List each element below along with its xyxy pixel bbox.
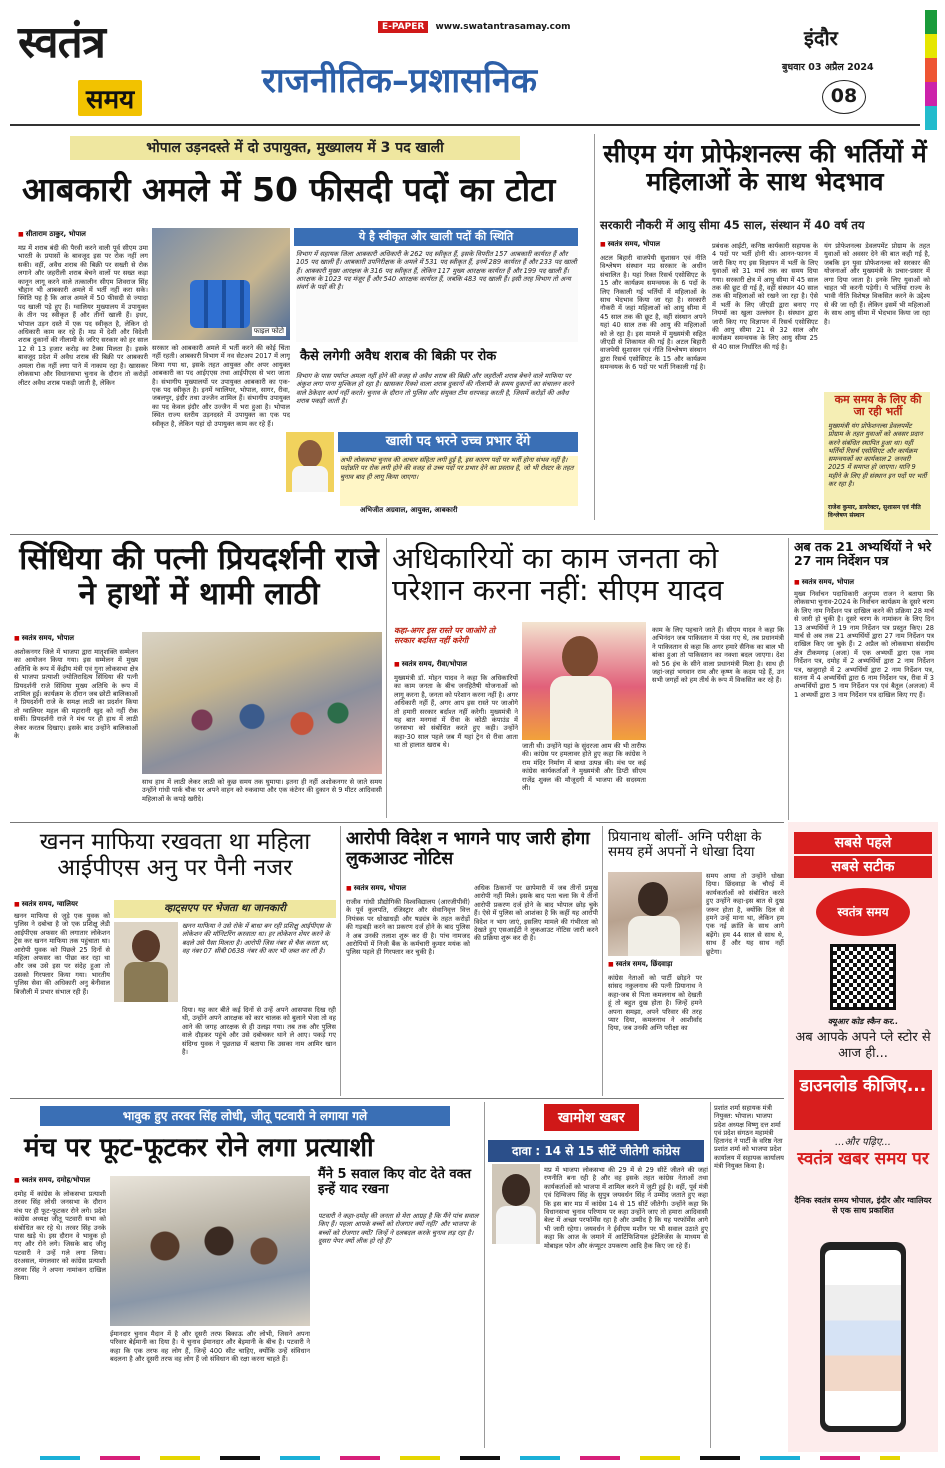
story2-subhead: सरकारी नौकरी में आयु सीमा 45 साल, संस्थान में 40 वर्ष तय	[600, 218, 865, 232]
story6-kicker: व्हाट्सएप पर भेजता था जानकारी	[114, 900, 336, 918]
story2-byline: ■ स्वतंत्र समय, भोपाल	[600, 240, 660, 249]
story1-col1: मप्र में शराब बंदी की पैरवी करने वाली पूर्व सीएम उमा भारती के प्रयासों के बावजूद इस पर रोक नहीं लग सकी। वहीं, अवैध शराब की बिक्री पर सख्ती से रोक लगाने और जहरीली शराब बेचने वालों पर सख्त कड़ा कानून लागू करने वाले तत्कालीन सीएम शिवराज सिंह चौहान भी आबकारी अमले में भर्ती नहीं करा सके। स्थिति यह है कि आज अमले में 50 फीसदी से ज्यादा पद खाली पड़े हुए हैं। ग्वालियर मुख्यालय में उपायुक्त के तीन पद स्वीकृत हैं और तीनों खाली हैं। इधर, भोपाल उड़न दस्ते में एक पद स्वीकृत है, लेकिन दो अधिकारी काम कर रहे हैं। मप्र में देशी और विदेशी शराब दुकानों की नीलामी के जरिए सरकार को हर साल 12 से 13 हजार करोड़ का टैक्स मिलता है। इसके बावजूद प्रदेश में अवैध शराब की बिक्री पर आबकारी अमला रोक नहीं लगा पाने में नाकाम रहा है। खासकर लोकसभा और विधानसभा चुनाव के दौरान तो करोड़ों लीटर अवैध शराब पकड़ी जाती है, लेकिन	[18, 244, 148, 387]
story11-text: प्रशांत शर्मा सहायक मंत्री नियुक्त: भोपाल। भाजपा प्रदेश अध्यक्ष विष्णु दत्त शर्मा एवं प्रदेश संगठन महामंत्री हितानंद ने पार्टी के वरिष्ठ नेता प्रशांत शर्मा को भाजपा प्रदेश कार्यालय में सहायक कार्यालय मंत्री नियुक्त किया है।	[714, 1104, 784, 1171]
divider-story4-5	[788, 538, 789, 820]
story8-col1: कांग्रेस नेताओं को पार्टी छोड़ने पर सांसद नकुलनाथ की पत्नी प्रियानाथ ने कहा-जब से पिता कमलनाथ को देखती हूं तो बहुत दुख होता है। जिन्हें हमने अपना समझा, अपने परिवार की तरह प्यार दिया, कमलनाथ ने आशीर्वाद दिया, जब उनकी अग्नि परीक्षा का	[608, 974, 702, 1033]
story4-headline: अधिकारियों का काम जनता को परेशान करना नहीं: सीएम यादव	[392, 541, 724, 608]
story8-headline: प्रियानाथ बोलीं- अग्नि परीक्षा के समय हमें अपनों ने धोखा दिया	[608, 829, 762, 861]
story6-byline: ■ स्वतंत्र समय, ग्वालियर	[14, 900, 78, 909]
story9-byline: ■ स्वतंत्र समय, दमोह/भोपाल	[14, 1176, 90, 1185]
story4-col3: काम के लिए पहचाने जाते हैं। सीएम यादव ने कहा कि अभिनंदन जब पाकिस्तान में फंस गए थे, तब प्रधानमंत्री ने पाकिस्तान से कहा कि अगर हमारे सैनिक का बाल भी बांका हुआ तो पाकिस्तान का नक्शा बदल जाएगा। देश को 56 इंच के सीने वाला प्रधानमंत्री मिला है। साथ ही जहां-जहां भगवान राम और कृष्ण के कदम पड़े हैं, उन सभी जगहों को हम तीर्थ के रूप में विकसित कर रहे हैं।	[652, 626, 784, 685]
story5-text: मुख्य निर्वाचन पदाधिकारी अनुपम राजन ने बताया कि लोकसभा चुनाव-2024 के निर्वाचन कार्यक्रम के दूसरे चरण के लिए नाम निर्देशन पत्र दाखिल करने की प्रक्रिया 28 मार्च से जारी हो चुकी है। दूसरे चरण के नामांकन के लिए दिन 13 अभ्यर्थियों ने 19 नाम निर्देशन पत्र प्रस्तुत किए। 28 मार्च से अब तक 21 अभ्यर्थियों द्वारा 27 नाम निर्देशन पत्र दाखिल किए जा चुके हैं। 2 अप्रैल को लोकसभा संसदीय क्षेत्र टीकमगढ़ (अजा) में एक अभ्यर्थी द्वारा एक नाम निर्देशन पत्र, दमोह में 2 अभ्यर्थियों द्वारा 2 नाम निर्देशन पत्र, खजुराहो में 2 अभ्यर्थियों द्वारा 2 नाम निर्देशन पत्र, सतना में 4 अभ्यर्थियों द्वारा 6 नाम निर्देशन पत्र, रीवा में 3 अभ्यर्थियों द्वारा 5 नाम निर्देशन पत्र एवं बैतूल (अजजा) में 1 अभ्यर्थी द्वारा 3 नाम निर्देशन पत्र दाखिल किए गए हैं।	[794, 590, 934, 699]
portrait-icon	[562, 636, 598, 678]
ad-line2: सबसे सटीक	[794, 856, 932, 878]
story10-tag-label: खामोश खबर	[544, 1104, 639, 1131]
story3-headline: सिंधिया की पत्नी प्रियदर्शनी राजे ने हाथों में थामी लाठी	[19, 541, 379, 612]
ad-line1: सबसे पहले	[794, 832, 932, 854]
story2-headline: सीएम यंग प्रोफेशनल्स की भर्तियों में महिलाओं के साथ भेदभाव	[603, 139, 927, 196]
story6-col1: खनन माफिया से जुड़े एक युवक को पुलिस ने दबोचा है जो एक प्रशिक्षु लेडी आईपीएस अफसर की लगातार लोकेशन ट्रेस कर खनन माफिया तक पहुंचाता था। आरोपी युवक को पिछले 25 दिनों से महिला अफसर का पीछा कर रहा था और जब उसे इस पर संदेह हुआ तो उसको गिरफ्तार किया गया। भारतीय पुलिस सेवा की अधिकारी अनु बेनीवाल बिजौली में प्रभार संभाल रही हैं।	[14, 912, 110, 996]
story6-box-text: खनन माफिया ने उसे रोके में बाधा बन रही प्रशिक्षु आईपीएस के लोकेशन की मॉनिटरिंग करवाता था। हर लोकेशन शेयर करने के बदले उसे पैसा मिलता है। आरोपी जिस नंबर से चैक करता था, वह नंबर 07 सीबी 0638 नंबर की कार भी जब्त कर ली है।	[182, 922, 331, 955]
masthead-divider	[10, 124, 920, 126]
divider-story6-7	[340, 826, 341, 1096]
story3-text: अशोकनगर जिले में भाजपा द्वारा मातृशक्ति सम्मेलन का आयोजन किया गया। इस सम्मेलन में मुख्य अतिथि के रूप में केंद्रीय मंत्री एवं गुना लोकसभा क्षेत्र से भाजपा प्रत्याशी ज्योतिरादित्य सिंधिया की पत्नी प्रियदर्शनी राजे सिंधिया मुख्य अतिथि के रूप में शामिल हुईं। कार्यक्रम के दौरान जब छोटी बालिकाओं ने प्रियदर्शनी राजे के समक्ष लाठी का प्रदर्शन किया तो ग्वालियर महल की महारानी खुद को नहीं रोक सकीं। प्रियदर्शनी राजे ने मंच पर ही हाथ में लाठी लेकर करतब दिखाए। इसके बाद उन्होंने बालिकाओं के	[14, 648, 138, 741]
color-stripe	[925, 10, 937, 130]
issue-date: बुधवार 03 अप्रैल 2024	[782, 62, 874, 73]
story10-text: मप्र में भाजपा लोकसभा की 29 में से 29 सीटें जीतने की जहां रणनीति बना रही है और वह इसके तहत कांग्रेस नेताओं तथा कार्यकर्ताओं को भाजपा में शामिल करने में जुटी हुई है। वहीं, पूर्व मंत्री एवं दिग्विजय सिंह के सुपुत्र जयवर्धन सिंह ने उम्मीद जताते हुए कहा कि इस बार मप्र में कांग्रेस 14 से 15 सीटें जीतेगी। उन्होंने कहा कि विधानसभा चुनाव परिणाम पर कहा उन्होंने जाए तो हमारा आदिवासी बेल्ट में अच्छा परफॉर्मेंस रहा है और उम्मीद है कि यह परफॉर्मेंस आगे भी जारी रहेगा। जयवर्धन ने ईवीएम मशीन पर भी सवाल उठाते हुए कहा कि आज के जमाने में आर्टिफिशियल इंटेलिजेंस के माध्यम से मोबाइल फोन और कंप्यूटर उपकरण आदि हैक किए जा रहे हैं।	[544, 1166, 708, 1250]
ad-panel[interactable]	[788, 822, 938, 1452]
story8-col2: समय आया तो उन्होंने धोखा दिया। छिंदवाड़ा के चौरई में कार्यकर्ताओं को संबोधित करते हुए उन्होंने कहा-इस बात से दुख जरूर होता है, क्योंकि दिल से हमने उन्हें माना था, लेकिन हम एक नई क्रांति के साथ आगे बढ़ेंगे। हम 44 साल से साथ थे, साथ हैं और यह साथ नहीं छूटेगा।	[706, 872, 784, 956]
story1-headline: आबकारी अमले में 50 फीसदी पदों का टोटा	[22, 170, 556, 209]
story1-box-text: विभाग में सहायक जिला आबकारी अधिकारी के 262 पद स्वीकृत हैं, इसके विपरीत 157 आबकारी कार्यरत हैं और 105 पद खाली हैं। आबकारी उपनिरीक्षक के अमले में 531 पद स्वीकृत हैं, इनमें 289 कार्यरत हैं और 233 पद खाली हैं। आबकारी मुख्य आरक्षक के 316 पद स्वीकृत हैं, लेकिन 117 मुख्य आरक्षक कार्यरत हैं और 199 पद खाली हैं। आरक्षक के 1023 पद मंजूर हैं और 540 आरक्षक कार्यरत हैं, जबकि 483 पद खाली हैं। इसी तरह विभाग तो अन्य संवर्ग के पदों की है।	[296, 250, 578, 342]
story6-photo	[114, 922, 178, 1002]
city-name: इंदौर	[804, 26, 838, 50]
epaper-tag: E-PAPER	[378, 21, 428, 33]
story1-author-photo	[286, 432, 334, 492]
masthead	[0, 0, 945, 140]
story2-box-title: कम समय के लिए की जा रही भर्ती	[834, 393, 922, 419]
logo-line2: समय	[78, 80, 142, 116]
story1-col2: सरकार को आबकारी अमले में भर्ती करने की कोई चिंता नहीं रहती। आबकारी विभाग में नव सेटअप 2017 में लागू किया गया था, इसके तहत आयुक्त और अपर आयुक्त आबकारी का पद आईएएस तथा आईपीएस से भरा जाता है। संभागीय मुख्यालयों पर उपायुक्त आबकारी का एक-एक पद स्वीकृत है। इनमें ग्वालियर, भोपाल, सागर, रीवा, जबलपुर, इंदौर तथा उज्जैन शामिल हैं। संभागीय उपायुक्त का पद केवल इंदौर और उज्जैन में भरा हुआ है। भोपाल स्थित राज्य स्तरीय उड़नदस्ते में उपायुक्त का एक पद स्वीकृत है, लेकिन यहां दो उपायुक्त काम कर रहे हैं।	[152, 344, 290, 428]
phone-mockup-icon	[820, 1242, 906, 1432]
story4-col2: जाती थी। उन्होंने यहां के सुंदरजा आम की भी तारीफ की। कांग्रेस पर हमलावर होते हुए कहा कि कांग्रेस ने राम मंदिर निर्माण में बाधा उत्पन्न की। मंच पर कई कांग्रेस कार्यकर्ताओं ने मुख्यमंत्री और डिप्टी सीएम राजेंद्र शुक्ल की मौजूदगी में भाजपा की सदस्यता ली।	[522, 742, 646, 793]
story2-col1: अटल बिहारी वाजपेयी सुशासन एवं नीति विश्लेषण संस्थान मप्र सरकार के अधीन संचालित है। यहां रिक्त रिसर्च एसोसिएट के 15 और कार्यक्रम समन्वयक के 6 पदों के लिए निकाली गई भर्तियों में महिलाओं के साथ भेदभाव किया जा रहा है। सरकारी नौकरी में जहां महिलाओं को आयु सीमा में 45 साल तक की छूट है, वहीं संस्थान अपने यहां 40 साल तक की आयु की महिलाओं को ले रहा है। इस मामले में मुख्यमंत्री सहित जीएडी से शिकायत की गई है। अटल बिहारी वाजपेयी सुशासन एवं नीति विश्लेषण संस्थान द्वारा रिसर्च एसोसिएट के 15 और कार्यक्रम समन्वयक के 6 पदों पर भर्ती निकाली गई है।	[600, 254, 706, 372]
story7-col1: राजीव गांधी प्रौद्योगिकी विश्वविद्यालय (आरजीपीवी) के पूर्व कुलपति, रजिस्ट्रार और सेवानिवृत्त वित्त नियंत्रक पर धोखाधड़ी और षड्यंत्र के तहत करोड़ों की गड़बड़ी करने का प्रकरण दर्ज होने के बाद पुलिस ने अब उनकी तलाश शुरू कर दी है। पांच नामजद आरोपियों में निजी बैंक के कर्मचारी कुमार मयंक को पुलिस पहले ही गिरफ्तार कर चुकी है।	[346, 898, 470, 957]
story9-col2: ईमानदार चुनाव मैदान में है और दूसरी तरफ बिकाऊ और लोभी, जिसने अपना परिवार बेईमानी का दिया है। ये चुनाव ईमानदार और बेइमानी के बीच है। पटवारी ने कहा कि एक तरफ वह लोग हैं, जिन्हें 400 सीट चाहिए, क्योंकि उन्हें संविधान बदलना है और दूसरी तरफ वह लोग हैं जो संविधान की रक्षा करना चाहते हैं।	[110, 1330, 310, 1364]
story4-col1: मुख्यमंत्री डॉ. मोहन यादव ने कहा कि अधिकारियों का काम जनता के बीच जनहितैषी योजनाओं को लागू करना है, जनता को परेशान करना नहीं है। अगर अधिकारी नहीं हैं, अगर आप इस रास्ते पर जाओगे तो हमारी सरकार बर्दाश्त नहीं करेगी। मुख्यमंत्री ने यह बात मनगवां में रीवा के कोठी कंपाउंड में जनसभा को संबोधित करते हुए कही। उन्होंने कहा-30 साल पहले जब मैं यहां ट्रेन से रीवा आता था तो हालात खराब थे।	[394, 674, 518, 750]
story10-tag	[492, 1104, 692, 1134]
photo-barrels-icon	[190, 280, 250, 328]
story9-photo	[110, 1176, 310, 1326]
story5-headline: अब तक 21 अभ्यर्थियों ने भरे 27 नाम निर्देशन पत्र	[794, 539, 932, 568]
portrait-icon	[298, 440, 322, 468]
story9-quote-title: मैंने 5 सवाल किए वोट देते वक्त इन्हें याद रखना	[318, 1167, 471, 1197]
divider-story9-10	[484, 1102, 485, 1448]
story7-col2: अधिक ठिकानों पर छापेमारी में जब तीनों प्रमुख आरोपी नहीं मिले। इसके बाद पता चला कि ये तीनों आरोपी प्रकरण दर्ज होने के बाद भोपाल छोड़ चुके हैं। ऐसे में पुलिस को आशंका है कि कहीं यह आरोपी विदेश न भाग जाएं, इसलिए मामले की गंभीरता को देखते हुए एसआईटी ने लुकआउट नोटिस जारी करने की प्रक्रिया शुरू कर दी है।	[474, 884, 598, 943]
story4-byline: ■ स्वतंत्र समय, रीवा/भोपाल	[394, 660, 467, 669]
story1-subtext: विभाग के पास पर्याप्त अमला नहीं होने की वजह से अवैध शराब की बिक्री और जहरीली शराब बेचने वाले माफिया पर अंकुश लगा पाना मुश्किल हो रहा है। खासकर रिक्शे वाला शराब दुकानों की नीलामी के समय दुकानों का संचालन करने वाले ठेकेदार कार्य नहीं करते। चुनाव के दौरान तो पुलिस और संयुक्त टीम धरपकड़ करती है, जिसमें करोड़ों की अवैध शराब पकड़ी जाती है।	[296, 372, 574, 405]
story4-kicker: कहा-अगर इस रास्ते पर जाओगे तो सरकार बर्दाश्त नहीं करेगी	[394, 626, 496, 645]
story1-photo	[152, 228, 290, 340]
portrait-icon	[638, 882, 668, 916]
story1-quote-text: अभी लोकसभा चुनाव की आचार संहिता लगी हुई है, इस कारण पदों पर भर्ती होना संभव नहीं है। पदोन्नति पर रोक लगी होने की वजह से उच्च पदों पर प्रभार देने का प्रस्ताव है, जो भी रोस्टर के तहत चुनाव बाद ही लागू किया जाएगा।	[340, 456, 578, 506]
story6-col2: दिया। यह कार बीते कई दिनों से उन्हें अपने आसपास दिख रही थी, उन्होंने अपने आरक्षक को कार चालक को बुलाने भेजा तो वह आने की जगह आरक्षक से ही उलझ गया। तब तक और पुलिस वाले दौड़कर पहुंचे और उसे दबोचकर थाने ले आए। पकड़े गए संदिग्ध युवक ने पूछताछ में बताया कि उसका नाम आमिर खान है।	[182, 1006, 336, 1057]
ad-scan-text: क्यूआर कोड स्कैन कर..	[827, 1017, 899, 1026]
logo-line1: स्वतंत्र	[18, 17, 105, 68]
story2-box	[824, 392, 930, 530]
photo-caption: फाइल फोटो	[253, 327, 284, 335]
story1-box-title: ये है स्वीकृत और खाली पदों की स्थिति	[294, 228, 578, 246]
story3-caption: साथ हाथ में लाठी लेकर लाठी को कुछ समय तक घुमाया। इतना ही नहीं अशोकनगर से जाते समय उन्होंने गांधी पार्क चौक पर अपने वाहन को रुकवाया और एक कंटेनर की दुकान से 9 मीटर आदिवासी महिलाओं के कपड़े खरीदे।	[142, 778, 382, 803]
story2-col3: यंग प्रोफेशनल्स डेवलपमेंट प्रोग्राम के तहत युवाओं को अवसर देने की बात कही गई है, जबकि इन युवा प्रोफेशनल्स को सरकार की योजनाओं और मुख्यमंत्री के प्रचार-प्रसार में लगा दिया जाता है। इनके लिए युवाओं को चाहत भी करनी पड़ेगी। ये भर्तियां राज्य के भावी नीति विशेषज्ञ विकसित करने के उद्देश्य से की जा रही हैं। लेकिन इसमें भी महिलाओं के साथ आयु सीमा में भेदभाव किया जा रहा है।	[824, 242, 930, 326]
page-number: 08	[822, 80, 866, 114]
story7-byline: ■ स्वतंत्र समय, भोपाल	[346, 884, 406, 893]
divider-story10-11	[710, 1102, 711, 1448]
story9-headline: मंच पर फूट-फूटकर रोने लगा प्रत्याशी	[24, 1133, 374, 1163]
story10-headline: दावा : 14 से 15 सीटें जीतेगी कांग्रेस	[488, 1140, 704, 1162]
story2-col2: प्रबंधक आईटी, कनिष्ठ कार्यकारी सहायक के 4 पदों पर भर्ती होनी थी। आनन-फानन में जारी किए गए इस विज्ञापन में भर्ती के लिए युवाओं को 31 मार्च तक का समय दिया गया। सरकारी क्षेत्र में आयु सीमा में 45 साल तक की छूट दी गई है, वहीं संस्थान 40 साल तक की महिलाओं को रखने जा रहा है। ऐसे में भर्ती के लिए जीएडी द्वारा बनाए गए नियमों का खुला उल्लंघन है। संस्थान द्वारा जारी किए गए विज्ञापन में रिसर्च एसोसिएट की आयु सीमा 21 से 32 साल और कार्यक्रम समन्वयक के लिए आयु सीमा 25 से 40 साल निर्धारित की गई है।	[712, 242, 818, 351]
ad-logo: स्वतंत्र समय	[816, 888, 910, 936]
section-title: राजनीतिक–प्रशासनिक	[262, 61, 537, 101]
story9-col3: पटवारी ने कहा-दमोह की जनता से मेरा आग्रह है कि मैंने पांच सवाल किए हैं। पहला आपके बच्चों को रोजगार क्यों नहीं? और भाजपा के बच्चों को रोजगार क्यों? जिन्हें ने दलबदल करके चुनाव लड़ रहा है। दूसरा पेपर क्यों लीक हो रहे हैं?	[318, 1212, 479, 1245]
color-registration-bar	[40, 1456, 900, 1460]
story6-headline: खनन माफिया रखवता था महिला आईपीएस अनु पर पैनी नजर	[39, 829, 311, 881]
story9-kicker: भावुक हुए तरवर सिंह लोधी, जीतू पटवारी ने लगाया गले	[40, 1106, 450, 1126]
website-link[interactable]: www.swatantrasamay.com	[435, 22, 571, 32]
ad-line4: ...और पढ़िए...	[834, 1137, 891, 1148]
portrait-icon	[132, 930, 160, 962]
ad-footer: दैनिक स्वतंत्र समय भोपाल, इंदौर और ग्वालियर से एक साथ प्रकाशित	[794, 1196, 932, 1215]
qr-code-icon[interactable]	[830, 944, 896, 1010]
photo-crowd-icon	[120, 1216, 300, 1316]
ad-brand-line: स्वतंत्र खबर समय पर	[797, 1149, 929, 1169]
divider-row3	[10, 1098, 784, 1099]
story8-byline: ■ स्वतंत्र समय, छिंदवाड़ा	[608, 960, 672, 969]
photo-crowd-icon	[162, 692, 362, 762]
story1-kicker: भोपाल उड़नदस्ते में दो उपायुक्त, मुख्यालय में 3 पद खाली	[70, 136, 520, 160]
divider-row2	[10, 822, 784, 823]
epaper-bar	[378, 22, 571, 32]
story7-headline: आरोपी विदेश न भागने पाए जारी होगा लुकआउट नोटिस	[346, 829, 590, 869]
story5-byline: ■ स्वतंत्र समय, भोपाल	[794, 578, 854, 587]
story1-quote-title: खाली पद भरने उच्च प्रभार देंगे	[338, 432, 578, 452]
ad-line3: अब आपके अपने प्ले स्टोर से आज ही...	[795, 1030, 931, 1061]
story2-box-byline: राजेश कुमार, डायरेक्टर, सुशासन एवं नीति विश्लेषण संस्थान	[828, 504, 921, 519]
story1-quote-author: अभिजीत अग्रवाल, आयुक्त, आबकारी	[360, 506, 458, 514]
story3-byline: ■ स्वतंत्र समय, भोपाल	[14, 634, 74, 643]
story1-subhead: कैसे लगेगी अवैध शराब की बिक्री पर रोक	[300, 349, 497, 364]
story9-col1: दमोह में कांग्रेस के लोकसभा प्रत्याशी तरवर सिंह लोधी जनसभा के दौरान मंच पर ही फूट-फूटकर रोने लगे। प्रदेश कांग्रेस अध्यक्ष जीतू पटवारी सभा को संबोधित कर रहे थे। तरवर सिंह उनके पास खड़े थे। इस दौरान वे भावुक हो गए और रोने लगे। जिसके बाद जीतू पटवारी ने उन्हें गले लगा लिया। दरअसल, मंगलवार को कांग्रेस प्रत्याशी तरवर सिंह ने अपना नामांकन दाखिल किया।	[14, 1190, 106, 1283]
divider-story3-4	[386, 538, 387, 818]
story1-byline: ■ सीताराम ठाकुर, भोपाल	[18, 230, 86, 239]
divider-row1	[10, 534, 938, 535]
ad-download[interactable]: डाउनलोड कीजिए...	[794, 1070, 932, 1130]
divider-story7-8	[602, 826, 603, 1096]
story2-box-text: मुख्यमंत्री यंग प्रोफेशनल्स डेवलपमेंट प्रोग्राम के तहत युवाओं को अवसर प्रदान करने संबंधित स्थापित हुआ था। यहीं भर्तियों रिसर्च एसोसिएट और कार्यक्रम समन्वयकों का कार्यकाल 2 जनवरी 2025 में समाप्त हो जाएगा। यानि 9 महीने के लिए ही संस्थान इन पदों पर भर्ती कर रहा है।	[828, 422, 927, 489]
story8-photo	[608, 872, 702, 956]
story4-photo	[522, 622, 646, 740]
story3-photo	[142, 632, 382, 774]
divider-story1-2	[594, 134, 595, 520]
